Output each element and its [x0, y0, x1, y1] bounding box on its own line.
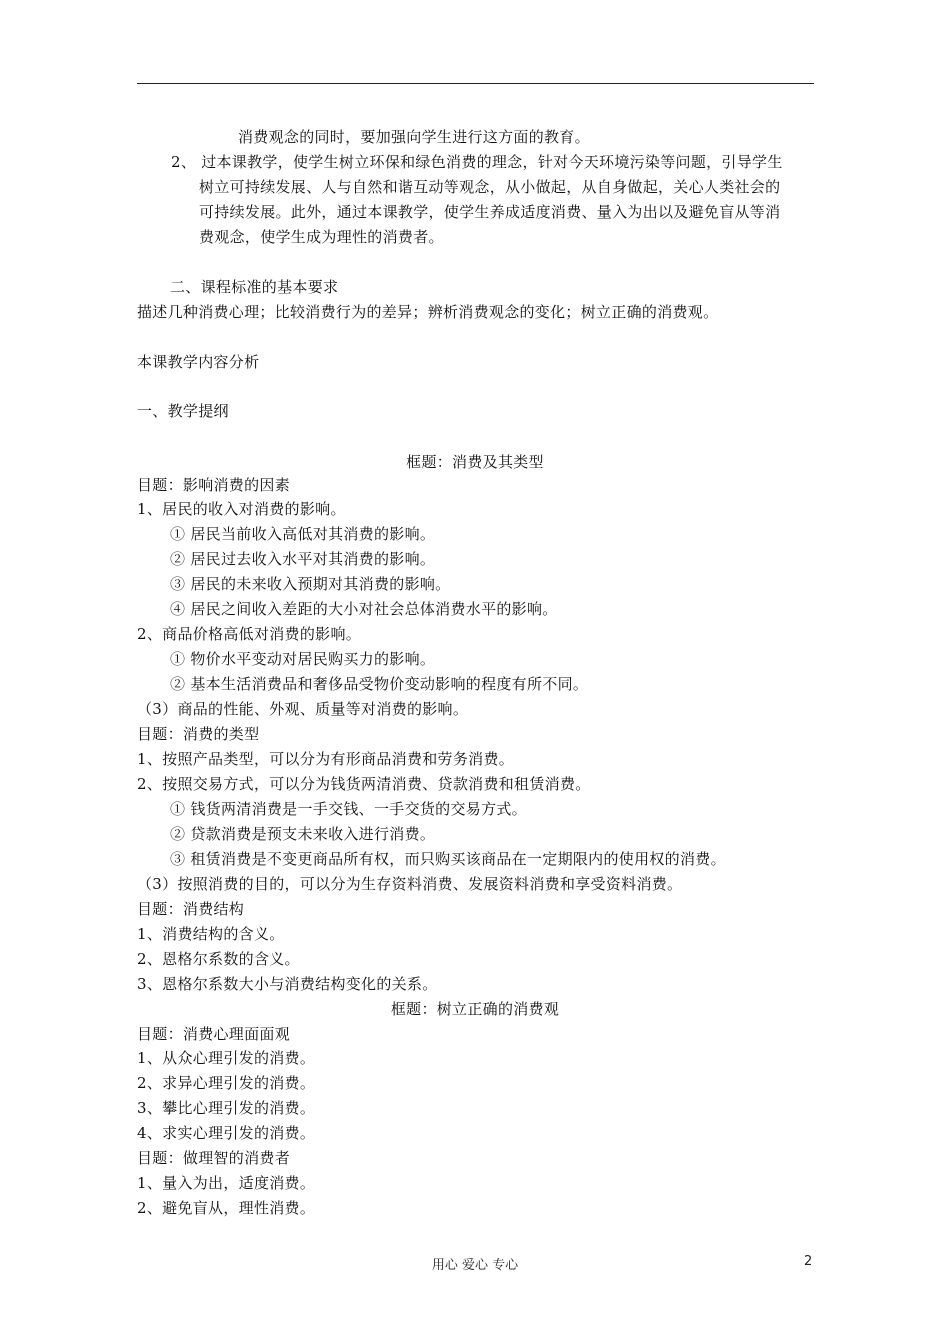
frame2-line: 2、避免盲从，理性消费。 — [137, 1199, 316, 1217]
frame2-line: 2、求异心理引发的消费。 — [137, 1074, 316, 1092]
intro-item-2-line-1: 2、 过本课教学，使学生树立环保和绿色消费的理念，针对今天环境污染等问题，引导学生 — [171, 153, 783, 171]
frame2-subheading: 目题：消费心理面面观 — [137, 1025, 291, 1043]
frame1-line: ② 基本生活消费品和奢侈品受物价变动影响的程度有所不同。 — [170, 675, 589, 693]
page-number: 2 — [804, 1254, 813, 1269]
frame1-line: ① 钱货两清消费是一手交钱、一手交货的交易方式。 — [170, 800, 527, 818]
footer-motto: 用心 爱心 专心 — [431, 1258, 519, 1273]
frame1-line: 1、居民的收入对消费的影响。 — [137, 500, 346, 518]
intro-item-2-line-4: 费观念，使学生成为理性的消费者。 — [199, 228, 444, 246]
frame1-subheading: 目题：影响消费的因素 — [137, 476, 291, 494]
intro-item-2-line-2: 树立可持续发展、人与自然和谐互动等观念，从小做起，从自身做起，关心人类社会的 — [199, 178, 781, 196]
frame1-line: ① 物价水平变动对居民购买力的影响。 — [170, 650, 436, 668]
frame1-line: ① 居民当前收入高低对其消费的影响。 — [170, 525, 436, 543]
frame1-line: ④ 居民之间收入差距的大小对社会总体消费水平的影响。 — [170, 600, 558, 618]
frame1-line: （3）按照消费的目的，可以分为生存资料消费、发展资料消费和享受资料消费。 — [137, 875, 683, 893]
frame1-line: 2、按照交易方式，可以分为钱货两清消费、贷款消费和租赁消费。 — [137, 775, 591, 793]
frame2-title: 框题：树立正确的消费观 — [390, 1000, 560, 1018]
frame1-subheading: 目题：消费结构 — [137, 900, 245, 918]
standards-text: 描述几种消费心理；比较消费行为的差异；辨析消费观念的变化；树立正确的消费观。 — [137, 303, 719, 321]
frame2-line: 1、量入为出，适度消费。 — [137, 1174, 316, 1192]
standards-heading: 二、课程标准的基本要求 — [170, 278, 339, 296]
intro-line-1: 消费观念的同时，要加强向学生进行这方面的教育。 — [238, 128, 590, 146]
frame2-line: 1、从众心理引发的消费。 — [137, 1049, 316, 1067]
frame1-title: 框题：消费及其类型 — [406, 453, 544, 471]
frame1-line: ② 贷款消费是预支未来收入进行消费。 — [170, 825, 436, 843]
frame1-line: 1、消费结构的含义。 — [137, 925, 285, 943]
frame2-subheading: 目题：做理智的消费者 — [137, 1149, 291, 1167]
outline-title: 一、教学提纲 — [137, 402, 229, 420]
frame1-line: 2、恩格尔系数的含义。 — [137, 950, 300, 968]
frame1-line: ② 居民过去收入水平对其消费的影响。 — [170, 550, 436, 568]
analysis-title: 本课教学内容分析 — [137, 353, 260, 371]
intro-item-2-line-3: 可持续发展。此外，通过本课教学，使学生养成适度消费、量入为出以及避免盲从等消 — [199, 203, 781, 221]
frame1-line: ③ 租赁消费是不变更商品所有权，而只购买该商品在一定期限内的使用权的消费。 — [170, 850, 726, 868]
header-rule — [137, 83, 814, 84]
frame1-line: 3、恩格尔系数大小与消费结构变化的关系。 — [137, 975, 438, 993]
frame1-line: 2、商品价格高低对消费的影响。 — [137, 625, 362, 643]
frame1-line: ③ 居民的未来收入预期对其消费的影响。 — [170, 575, 451, 593]
frame1-line: 1、按照产品类型，可以分为有形商品消费和劳务消费。 — [137, 750, 515, 768]
frame2-line: 4、求实心理引发的消费。 — [137, 1124, 316, 1142]
frame1-line: （3）商品的性能、外观、质量等对消费的影响。 — [137, 700, 469, 718]
frame2-line: 3、攀比心理引发的消费。 — [137, 1099, 316, 1117]
frame1-subheading: 目题：消费的类型 — [137, 725, 260, 743]
